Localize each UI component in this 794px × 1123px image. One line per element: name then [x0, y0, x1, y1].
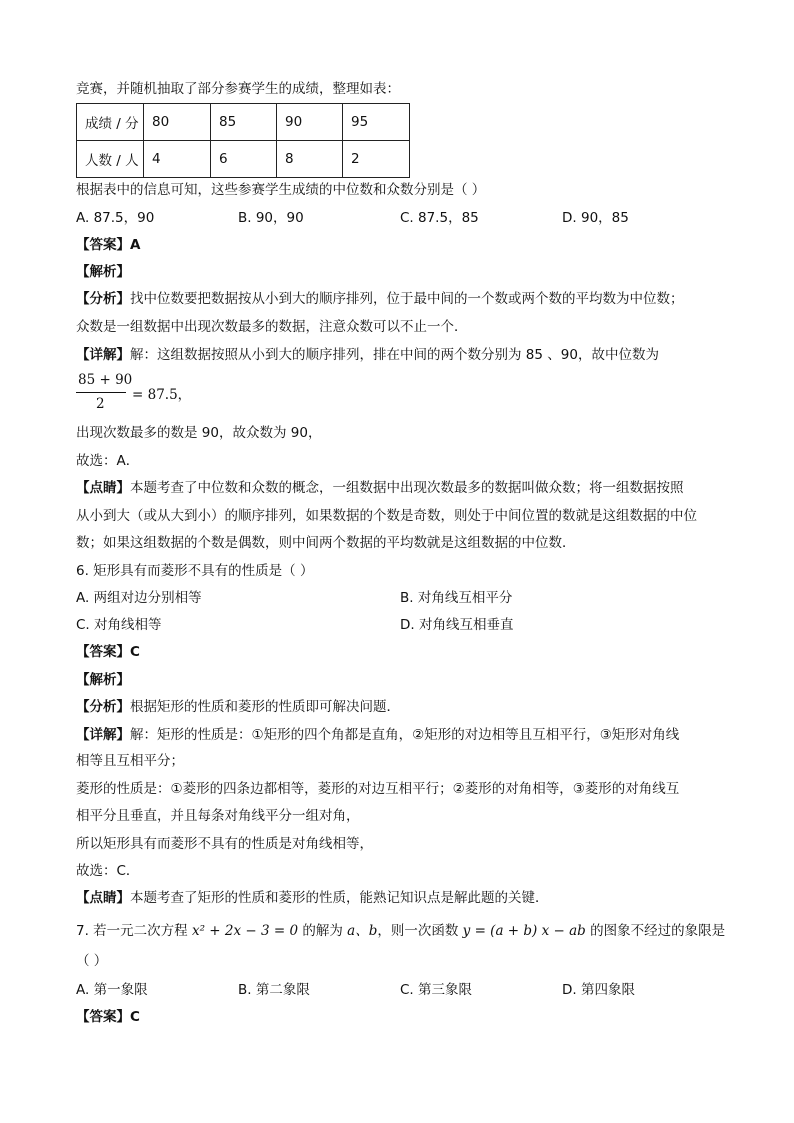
dianjing-text: 本题考查了中位数和众数的概念，一组数据中出现次数最多的数据叫做众数；将一组数据按照: [130, 480, 684, 496]
q7-stem-b: 的解为: [298, 923, 348, 939]
xiangjie-tag: 【详解】: [76, 727, 130, 743]
fenxi-tag: 【分析】: [76, 699, 130, 715]
q5-xiangjie-line2: 出现次数最多的数是 90，故众数为 90，: [76, 425, 322, 441]
q5-option-a: A. 87.5，90: [76, 210, 155, 226]
q5-answer: 【答案】A: [76, 237, 141, 253]
fraction-bar: [76, 392, 126, 393]
table-cell: 8: [277, 141, 343, 178]
fraction-result: = 87.5，: [132, 387, 192, 403]
table-cell: 90: [277, 104, 343, 141]
q5-stem: 根据表中的信息可知，这些参赛学生成绩的中位数和众数分别是（ ）: [76, 182, 486, 198]
intro-text: 竞赛，并随机抽取了部分参赛学生的成绩，整理如表：: [76, 81, 400, 97]
median-fraction: [76, 372, 256, 416]
xiangjie-tag: 【详解】: [76, 347, 130, 363]
q6-xiangjie-line5: 所以矩形具有而菱形不具有的性质是对角线相等，: [76, 836, 373, 852]
q6-xiangjie-line4: 相平分且垂直，并且每条对角线平分一组对角，: [76, 808, 360, 824]
q6-answer: 【答案】C: [76, 644, 140, 660]
q7-vars: a、b: [347, 923, 378, 939]
table-cell: 人数 / 人: [77, 141, 144, 178]
q7-answer: 【答案】C: [76, 1009, 140, 1025]
q5-dianjing-line3: 数；如果这组数据的个数是偶数，则中间两个数据的平均数就是这组数据的中位数．: [76, 535, 576, 551]
q7-equation: x² + 2x − 3 = 0: [191, 923, 299, 939]
q6-dianjing-line1: [76, 889, 549, 907]
q5-xiangjie-line3: 故选：A．: [76, 453, 140, 469]
table-cell: 4: [144, 141, 211, 178]
q6-option-d: D. 对角线互相垂直: [400, 617, 514, 633]
table-cell: 95: [343, 104, 410, 141]
q7-option-d: D. 第四象限: [562, 982, 635, 998]
table-cell: 80: [144, 104, 211, 141]
q5-xiangjie-line1: [76, 346, 659, 364]
table-cell: 2: [343, 141, 410, 178]
table-row: [77, 141, 410, 178]
xiangjie-text: 解：矩形的性质是：①矩形的四个角都是直角，②矩形的对边相等且互相平行，③矩形对角线: [130, 727, 680, 743]
q7-function: y = (a + b) x − ab: [462, 923, 586, 939]
xiangjie-text: 解：这组数据按照从小到大的顺序排列，排在中间的两个数分别为 85 、90，故中位数为: [130, 347, 659, 363]
fraction-numerator: 85 + 90: [78, 372, 133, 388]
fraction-denominator: 2: [96, 396, 105, 412]
q5-dianjing-line1: [76, 479, 684, 497]
q5-option-c: C. 87.5，85: [400, 210, 479, 226]
dianjing-tag: 【点睛】: [76, 890, 130, 906]
q5-fenxi-line1: [76, 290, 684, 308]
score-table: [76, 103, 410, 178]
q7-option-a: A. 第一象限: [76, 982, 148, 998]
fenxi-text: 根据矩形的性质和菱形的性质即可解决问题．: [130, 699, 400, 715]
table-cell: 85: [211, 104, 277, 141]
q7-stem-line2: （ ）: [76, 953, 108, 969]
dianjing-text: 本题考查了矩形的性质和菱形的性质，能熟记知识点是解此题的关键．: [130, 890, 549, 906]
fenxi-tag: 【分析】: [76, 291, 130, 307]
q6-xiangjie-line2: 相等且互相平分；: [76, 753, 184, 769]
table-cell: 成绩 / 分: [77, 104, 144, 141]
table-cell: 6: [211, 141, 277, 178]
fenxi-text: 找中位数要把数据按从小到大的顺序排列，位于最中间的一个数或两个数的平均数为中位数；: [130, 291, 684, 307]
q6-option-b: B. 对角线互相平分: [400, 590, 513, 606]
q6-xiangjie-line6: 故选：C．: [76, 863, 140, 879]
q7-option-c: C. 第三象限: [400, 982, 473, 998]
q6-stem: 6. 矩形具有而菱形不具有的性质是（ ）: [76, 563, 314, 579]
q6-option-c: C. 对角线相等: [76, 617, 162, 633]
q7-stem-d: 的图象不经过的象限是: [585, 923, 726, 939]
q5-option-b: B. 90，90: [238, 210, 304, 226]
q7-stem-a: 7. 若一元二次方程: [76, 923, 192, 939]
q5-option-d: D. 90，85: [562, 210, 629, 226]
q5-analysis-tag: 【解析】: [76, 264, 130, 280]
q7-stem-line1: [76, 922, 725, 940]
q6-analysis-tag: 【解析】: [76, 672, 130, 688]
q7-option-b: B. 第二象限: [238, 982, 310, 998]
q6-fenxi-line1: [76, 698, 400, 716]
table-row: [77, 104, 410, 141]
q7-stem-c: ，则一次函数: [377, 923, 463, 939]
q5-fenxi-line2: 众数是一组数据中出现次数最多的数据，注意众数可以不止一个．: [76, 319, 468, 335]
dianjing-tag: 【点睛】: [76, 480, 130, 496]
q6-xiangjie-line1: [76, 726, 679, 744]
q6-option-a: A. 两组对边分别相等: [76, 590, 202, 606]
q5-dianjing-line2: 从小到大（或从大到小）的顺序排列，如果数据的个数是奇数，则处于中间位置的数就是这组数据的中位: [76, 508, 697, 524]
q6-xiangjie-line3: 菱形的性质是：①菱形的四条边都相等，菱形的对边互相平行；②菱形的对角相等，③菱形的对角线互: [76, 781, 680, 797]
